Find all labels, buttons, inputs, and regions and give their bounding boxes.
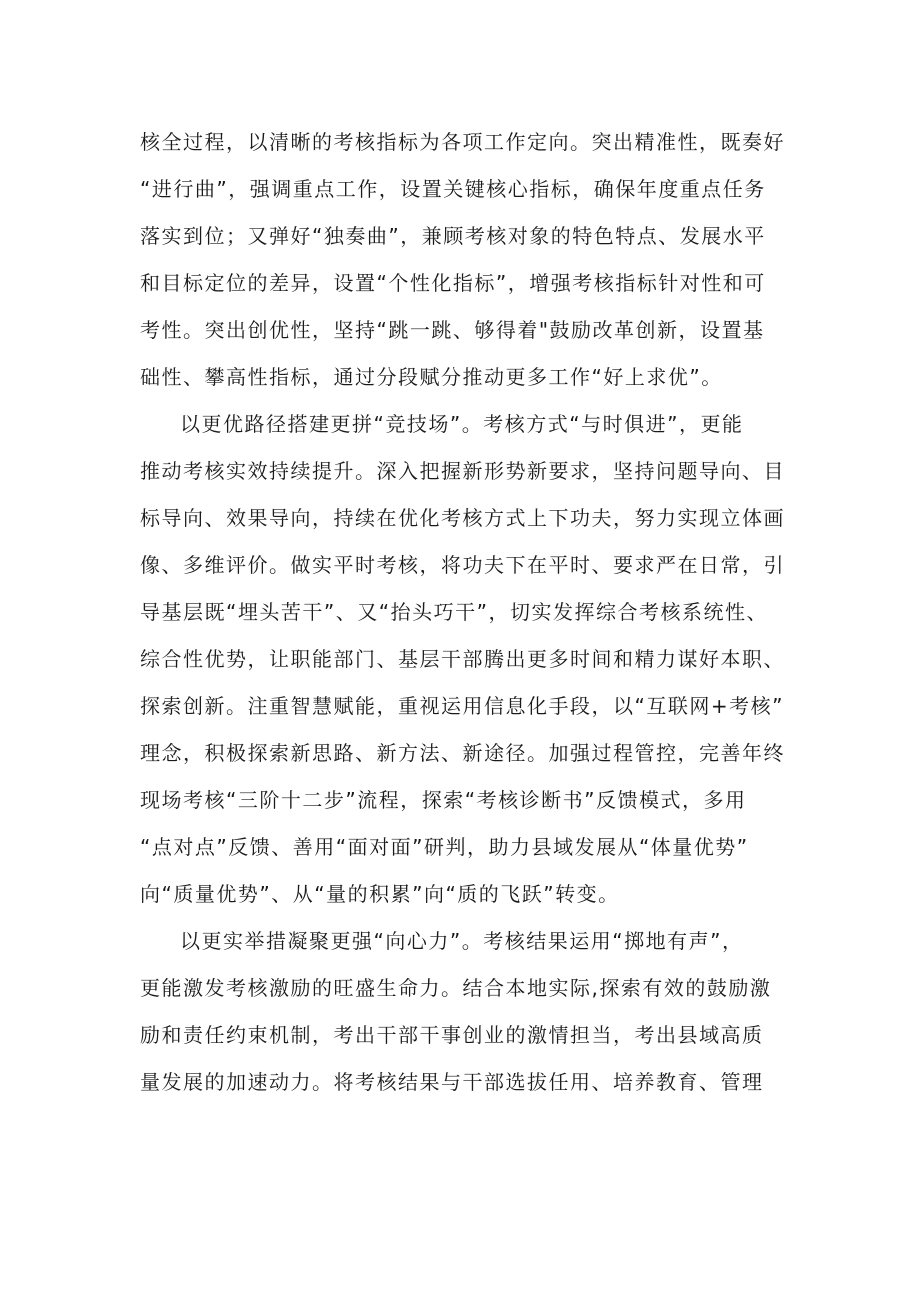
text-line: 推动考核实效持续提升。深入把握新形势新要求，坚持问题导向、目 [140, 459, 785, 483]
text-line: 综合性优势，让职能部门、基层干部腾出更多时间和精力谋好本职、 [140, 647, 785, 671]
text-line: 励和责任约束机制，考出干部干事创业的激情担当，考出县域高质 [140, 1023, 764, 1047]
text-line: 以更优路径搭建更拼“竞技场”。考核方式“与时俱进”，更能 [180, 412, 744, 436]
text-line: 更能激发考核激励的旺盛生命力。结合本地实际,探索有效的鼓励激 [140, 976, 772, 1000]
text-line: 像、多维评价。做实平时考核，将功夫下在平时、要求严在日常，引 [140, 553, 785, 577]
text-line: 探索创新。注重智慧赋能，重视运用信息化手段，以“互联网+考核” [140, 694, 784, 718]
text-line: 落实到位；又弹好“独奏曲”，兼顾考核对象的特色特点、发展水平 [140, 224, 766, 248]
text-line: 和目标定位的差异，设置“个性化指标”，增强考核指标针对性和可 [140, 271, 766, 295]
text-line: 以更实举措凝聚更强“向心力”。考核结果运用“掷地有声”， [180, 929, 744, 953]
text-line: 础性、攀高性指标，通过分段赋分推动更多工作“好上求优”。 [140, 365, 723, 389]
text-line: 理念，积极探索新思路、新方法、新途径。加强过程管控，完善年终 [140, 741, 785, 765]
text-line: 核全过程，以清晰的考核指标为各项工作定向。突出精准性，既奏好 [140, 130, 785, 154]
text-line: “进行曲”，强调重点工作，设置关键核心指标，确保年度重点任务 [140, 177, 766, 201]
text-line: 向“质量优势”、从“量的积累”向“质的飞跃”转变。 [140, 882, 620, 906]
text-line: 量发展的加速动力。将考核结果与干部选拔任用、培养教育、管理 [140, 1070, 764, 1094]
text-line: 标导向、效果导向，持续在优化考核方式上下功夫，努力实现立体画 [140, 506, 785, 530]
text-line: 现场考核“三阶十二步”流程，探索“考核诊断书”反馈模式，多用 [140, 788, 747, 812]
text-line: 考性。突出创优性，坚持“跳一跳、够得着"鼓励改革创新，设置基 [140, 318, 765, 342]
text-line: 导基层既“埋头苦干”、又“抬头巧干”，切实发挥综合考核系统性、 [140, 600, 768, 624]
text-line: “点对点”反馈、善用“面对面”研判，助力县域发展从“体量优势” [140, 835, 749, 859]
